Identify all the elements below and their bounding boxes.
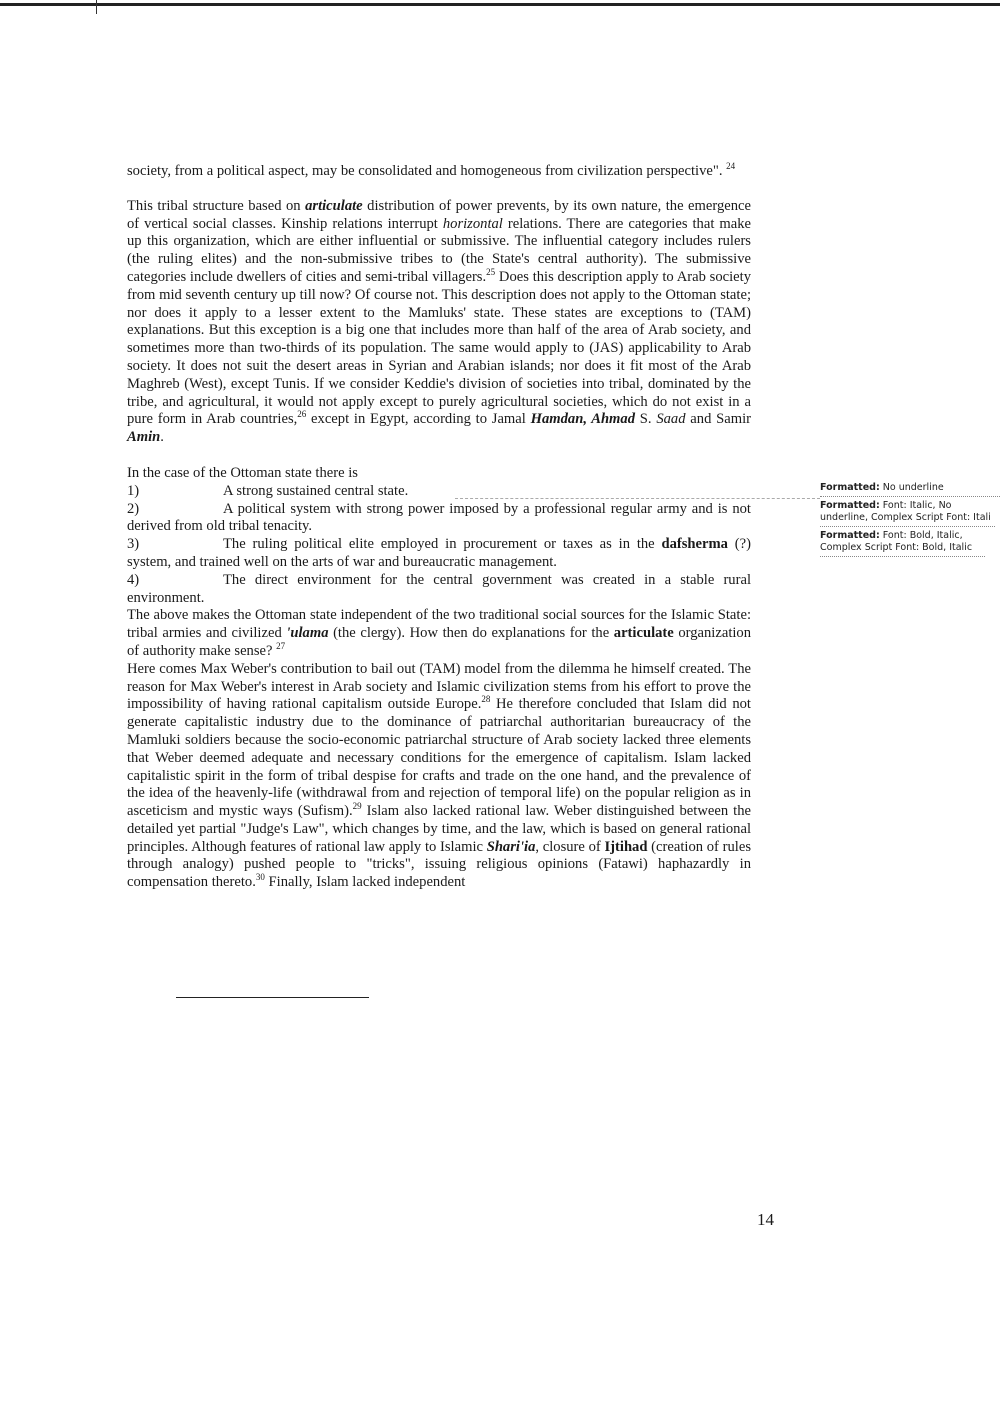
list-item: 2) A political system with strong power imposed by a professional regular army and is not derived from old tribal tenacity.: [127, 500, 751, 535]
list-item: 4) The direct environment for the central government was created in a stable rural environment.: [127, 571, 751, 606]
format-comment[interactable]: Formatted: No underline: [820, 482, 1000, 497]
top-border-rule: [0, 3, 1000, 6]
bold-italic-text: 'ulama: [286, 625, 329, 642]
paragraph-3-intro: In the case of the Ottoman state there is: [127, 464, 358, 481]
bold-italic-text: Shari'ia: [486, 838, 536, 855]
paragraph-2: [127, 198, 751, 447]
text-run: (the clergy). How then do explanations for the: [328, 625, 614, 642]
text-run: distribution of power prevents, by its own nature, the emergence of vertical social classes. Kinship relations interrupt: [127, 197, 751, 232]
footnote-ref: 24: [726, 161, 736, 172]
page-number: 14: [757, 1210, 774, 1229]
italic-text: horizontal: [442, 215, 503, 232]
bold-italic-text: articulate: [305, 197, 363, 214]
document-body: [127, 163, 751, 892]
text-run: (?) system, and trained well on the arts of war and bureaucratic management.: [127, 536, 751, 570]
top-border-tick: [96, 0, 97, 14]
text-run: Does this description apply to Arab society from mid seventh century up till now? Of course not. This description does not apply to the Ottoman state; nor does it apply to a lesser extent to the Mamluks' state. These states are exceptions to (TAM) explanations. But this exception is a big one that includes more than half of the area of Arab society, and sometimes more than two-thirds of its population. The same would apply to (JAS) applicability to Arab society. It does not suit the desert areas in Syrian and Arabian islands; nor does it fit most of the Arab Maghreb (West), except Tunis. If we consider Keddie's division of societies into tribal, dominated by the tribe, and agricultural, it would not apply except to purely agricultural societies, which do not exist in a pure form in Arab countries,: [127, 268, 751, 428]
text-run: S.: [635, 411, 657, 428]
text-run: and Samir: [685, 411, 752, 428]
ottoman-list: [127, 483, 751, 608]
comment-sidebar: [820, 482, 1000, 560]
format-comment[interactable]: Formatted: Font: Italic, No underline, Complex Script Font: Itali: [820, 500, 995, 527]
footnote-ref: 30: [255, 872, 265, 883]
paragraph-4: [127, 607, 751, 660]
text-run: This tribal structure based on: [127, 197, 306, 214]
text-run: , closure of: [535, 838, 605, 855]
text-run: The above makes the Ottoman state independent of the two traditional social sources for the Islamic State: tribal armies and civilized: [127, 607, 751, 642]
bold-text: dafsherma: [661, 536, 728, 553]
text-run: The ruling political elite employed in procurement or taxes as in the: [223, 536, 662, 553]
comment-connector-line: [455, 498, 820, 499]
text-run: Islam also lacked rational law. Weber distinguished between the detailed yet partial "Judge's Law", which changes by time, and the law, which is based on general rational principles. Although features of rational law apply to Islamic: [127, 803, 751, 855]
footnote-ref: 25: [486, 267, 496, 278]
text-run: He therefore concluded that Islam did not generate capitalistic industry due to the dominance of patriarchal authoritarian bureaucracy of the Mamluki soldiers because the socio-economic patriarchal structure of Arab society lacked three elements that Weber deemed adequate and necessary conditions for the emergence of capitalism. Islam lacked capitalistic spirit in the form of tribal despise for crafts and trade on the one hand, and the prevalence of the idea of the heavenly-life (withdrawal from and rejection of temporal life) on the popular religion as in asceticism and mystic ways (Sufism).: [127, 696, 751, 820]
list-item: 3) The ruling political elite employed in procurement or taxes as in the dafsherma (?) system, and trained well on the arts of war and bureaucratic management.: [127, 536, 751, 570]
footnote-ref: 28: [481, 694, 491, 705]
text-run: .: [160, 429, 164, 446]
footnote-ref: 29: [352, 801, 362, 812]
bold-text: articulate: [613, 625, 674, 642]
footnote-separator: [176, 997, 369, 998]
bold-text: Ijtihad: [604, 838, 648, 855]
text-run: society, from a political aspect, may be consolidated and homogeneous from civilization perspective".: [127, 163, 727, 179]
text-run: relations. There are categories that make up this organization, which are either influential or submissive. The influential category includes rulers (the ruling elites) and the non-submissive tribes to (the State's central authority). The submissive categories include dwellers of cities and semi-tribal villagers.: [127, 215, 751, 285]
footnote-ref: 27: [276, 641, 286, 652]
format-comment[interactable]: Formatted: Font: Bold, Italic, Complex Script Font: Bold, Italic: [820, 530, 985, 557]
text-run: organization of authority make sense?: [127, 625, 752, 659]
list-item: 1) A strong sustained central state.: [127, 482, 409, 499]
footnote-ref: 26: [297, 409, 307, 420]
text-run: except in Egypt, according to Jamal: [306, 411, 531, 428]
text-run: Here comes Max Weber's contribution to bail out (TAM) model from the dilemma he himself created. The reason for Max Weber's interest in Arab society and Islamic civilization stems from his effort to prove the impossibility of having rational capitalism outside Europe.: [127, 660, 751, 713]
bold-italic-text: Amin: [127, 429, 161, 446]
paragraph-1: [127, 163, 751, 181]
paragraph-5: [127, 661, 751, 892]
text-run: (creation of rules through analogy) pushed people to "tricks", issuing religious opinions (Fatawi) haphazardly in compensation thereto.: [127, 838, 751, 891]
bold-italic-text: Hamdan, Ahmad: [530, 411, 635, 428]
italic-text: Saad: [656, 411, 686, 428]
text-run: Finally, Islam lacked independent: [264, 874, 466, 891]
